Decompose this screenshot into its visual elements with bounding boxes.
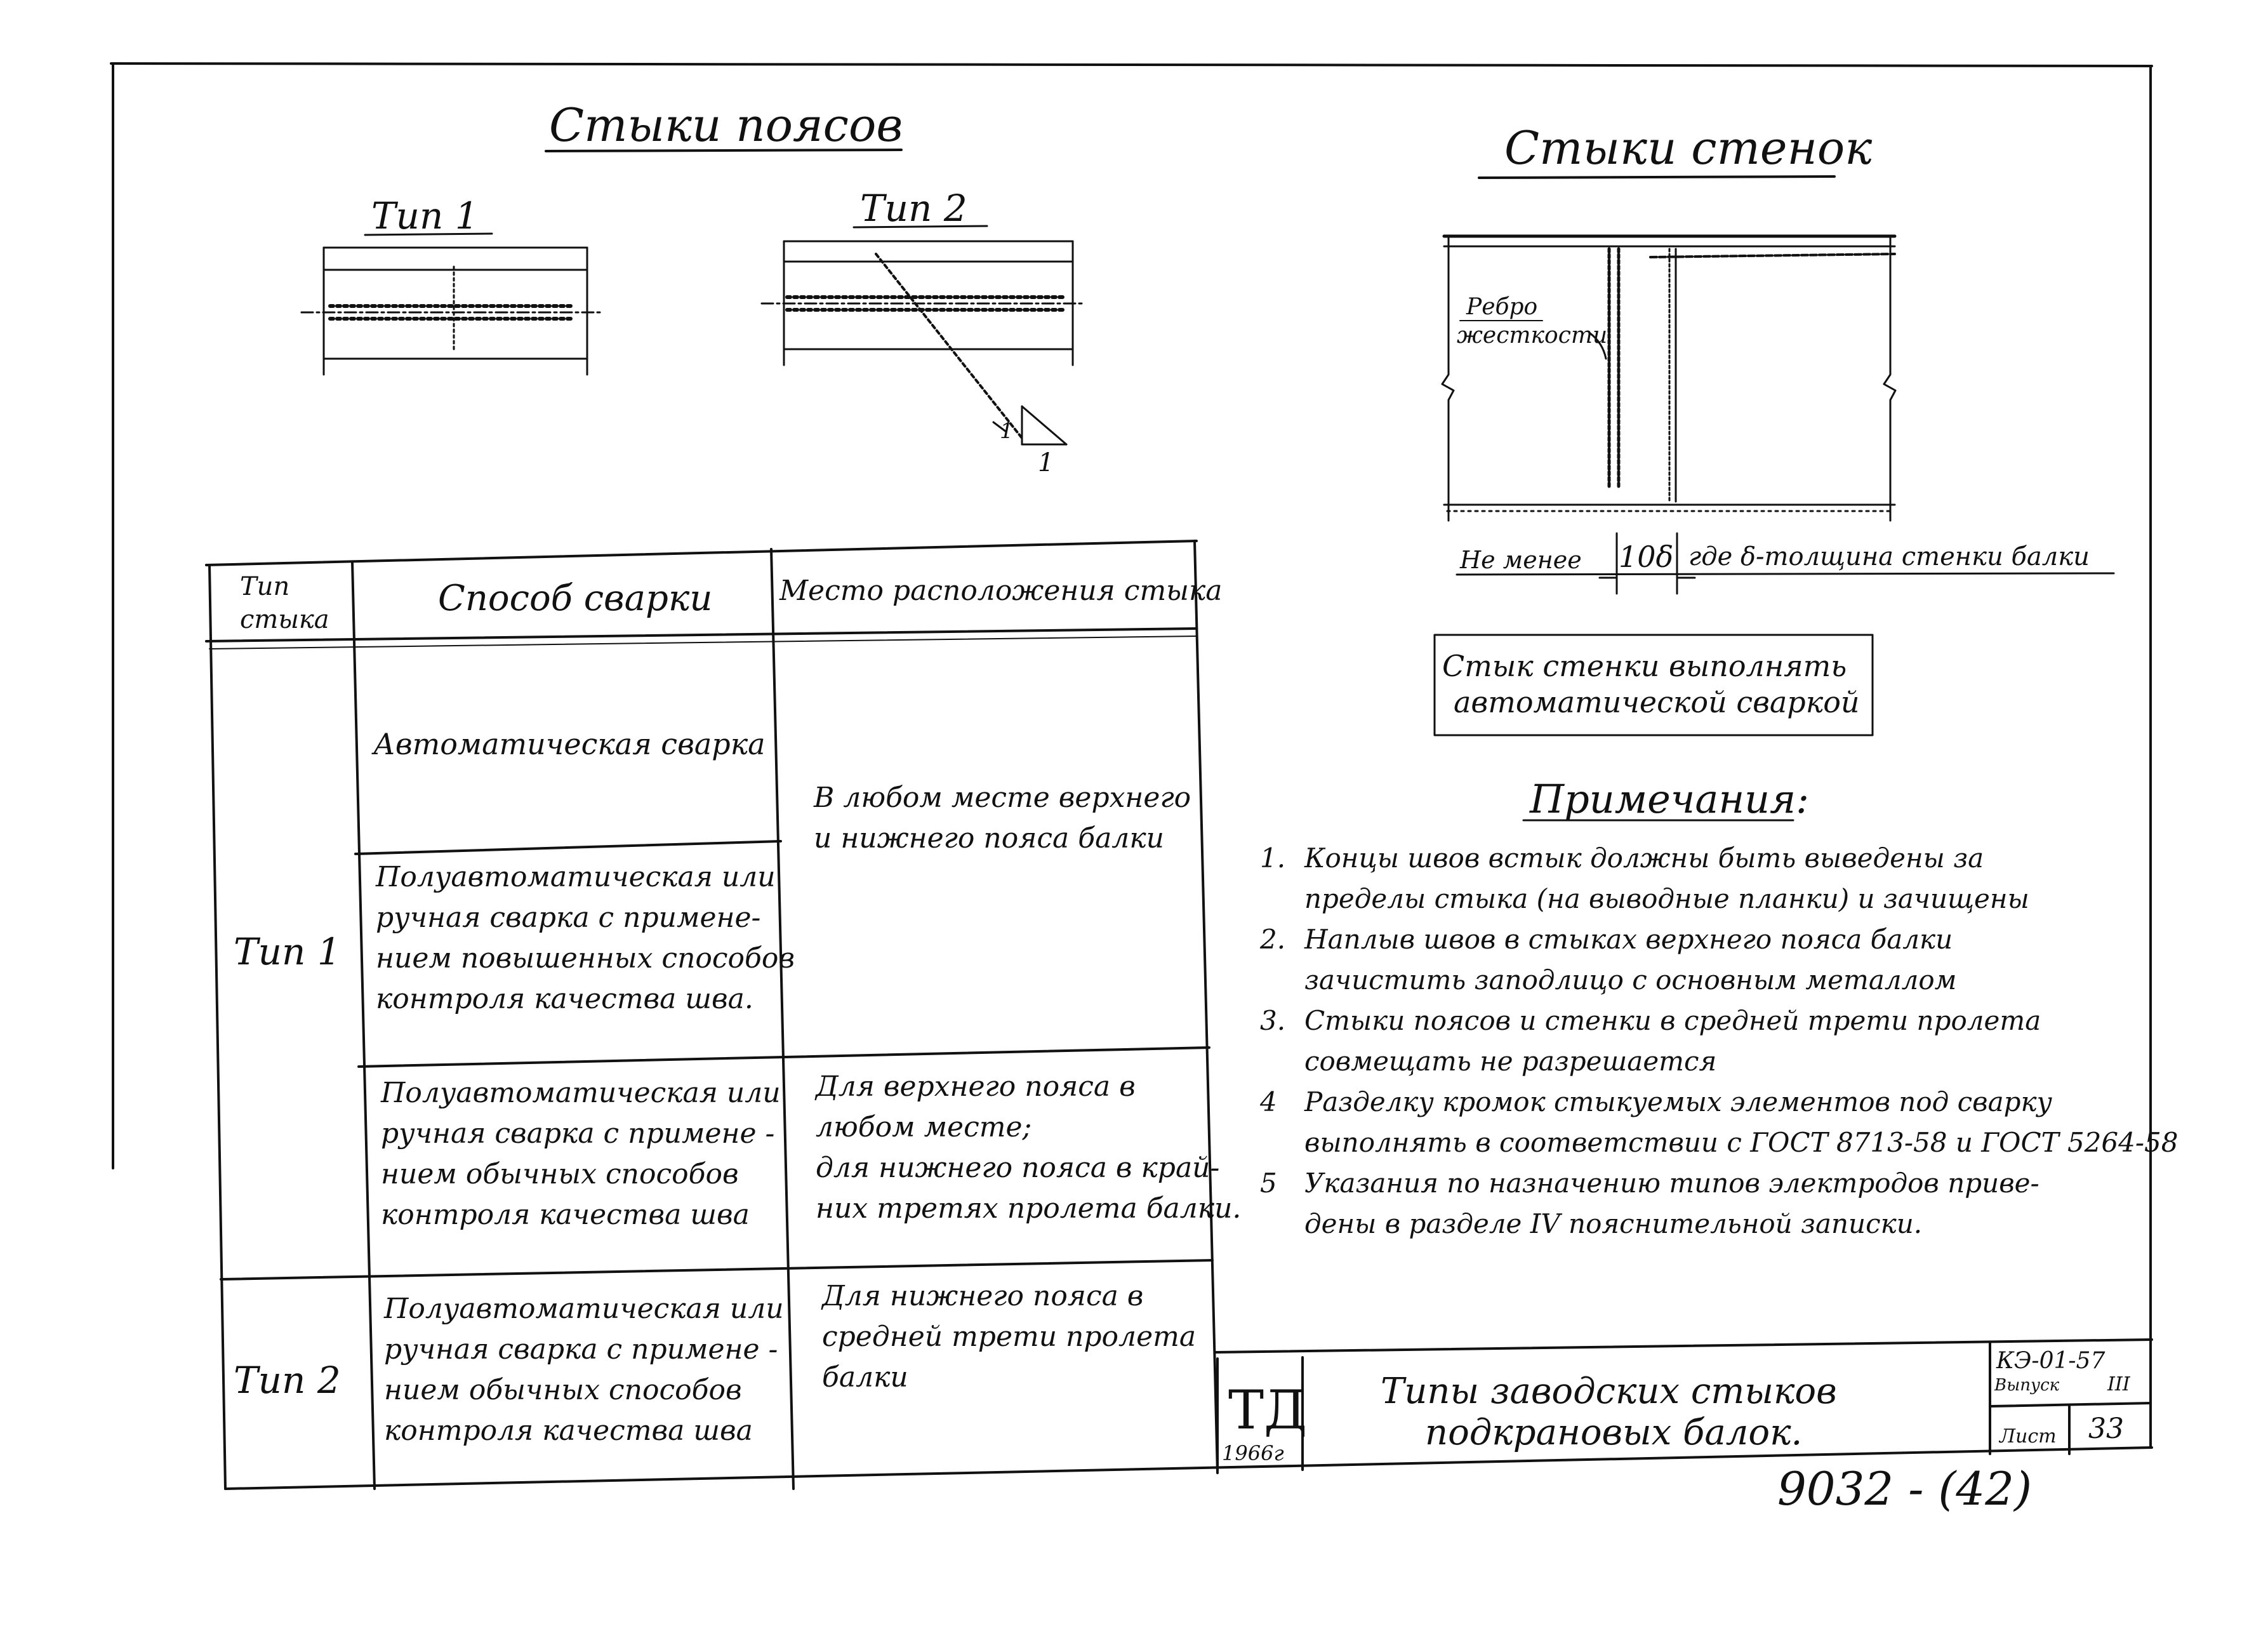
web-weld-box-text: Стык стенки выполнять автоматической сваркой (1442, 649, 1860, 719)
type2-flange-sketch (762, 241, 1085, 444)
thickness-note: где δ-толщина стенки балки (1688, 542, 2090, 571)
flange-title-underline (546, 150, 901, 151)
location-type2: Для нижнего пояса в средней трети пролета балки (822, 1280, 1197, 1394)
method-type2: Полуавтоматическая или ручная сварка с примене - нием обычных способов контроля качества шва (384, 1293, 784, 1447)
title-block-year: 1966г (1222, 1441, 1284, 1465)
header-joint-type: Тип стыка (240, 572, 329, 634)
type1-label: Тип 1 (371, 194, 479, 237)
note-item: 4 Разделку кромок стыкуемых элементов под сварку выполнять в соответствии с ГОСТ 8713-58 и ГОСТ 5264-58 (1260, 1086, 2178, 1158)
stiffener-label: Ребро жесткости (1457, 294, 1608, 349)
drawing-title: Типы заводских стыков подкрановых балок. (1381, 1371, 1837, 1453)
note-item: 5 Указания по назначению типов электродов приве- дены в разделе IV пояснительной записки. (1260, 1168, 2039, 1239)
notes-list (1260, 838, 2178, 1244)
web-joint-sketch (1442, 236, 2114, 594)
location-upper-lower-thirds: Для верхнего пояса в любом месте; для нижнего пояса в край- них третях пролета балки. (816, 1070, 1242, 1225)
header-welding-method: Способ сварки (438, 578, 713, 619)
td-logo: ТД (1228, 1379, 1308, 1441)
slope-label-left: 1 (1000, 418, 1014, 444)
type1-flange-sketch (302, 248, 603, 375)
type2-label: Тип 2 (860, 187, 967, 230)
note-item: 3. Стыки поясов и стенки в средней трети пролета совмещать не разрешается (1260, 1005, 2041, 1077)
location-any-flange: В любом месте верхнего и нижнего пояса балки (814, 782, 1191, 855)
web-joints-title: Стыки стенок (1504, 121, 1873, 175)
sheet-label: Лист (1999, 1425, 2057, 1448)
min-distance-value: 10δ (1619, 540, 1674, 574)
method-semi-auto-ordinary: Полуавтоматическая или ручная сварка с примене - нием обычных способов контроля качества шва (381, 1077, 781, 1231)
type1-underline (365, 234, 492, 235)
sheet-number: 33 (2088, 1413, 2124, 1445)
issue-number: III (2107, 1373, 2130, 1395)
min-distance-prefix: Не менее (1460, 546, 1582, 574)
method-semi-auto-enhanced: Полуавтоматическая или ручная сварка с примене- нием повышенных способов контроля качества шва. (376, 861, 795, 1015)
note-item: 1. Концы швов встык должны быть выведены за пределы стыка (на выводные планки) и зачищены (1260, 842, 2029, 914)
web-title-underline (1479, 176, 1834, 178)
archive-number: 9032 - (42) (1777, 1462, 2033, 1515)
notes-title: Примечания: (1530, 776, 1810, 822)
row-type2-label: Тип 2 (234, 1359, 341, 1402)
issue-label: Выпуск (1994, 1376, 2060, 1395)
row-type1-label: Тип 1 (234, 930, 341, 973)
method-automatic: Автоматическая сварка (373, 727, 766, 761)
flange-joints-title: Стыки поясов (549, 98, 903, 152)
series-code: КЭ-01-57 (1996, 1348, 2106, 1374)
slope-label-bottom: 1 (1038, 448, 1054, 477)
header-joint-location: Место расположения стыка (779, 575, 1223, 607)
type2-underline (854, 226, 987, 227)
note-item: 2. Наплыв швов в стыках верхнего пояса балки зачистить заподлицо с основным металлом (1260, 924, 1957, 995)
